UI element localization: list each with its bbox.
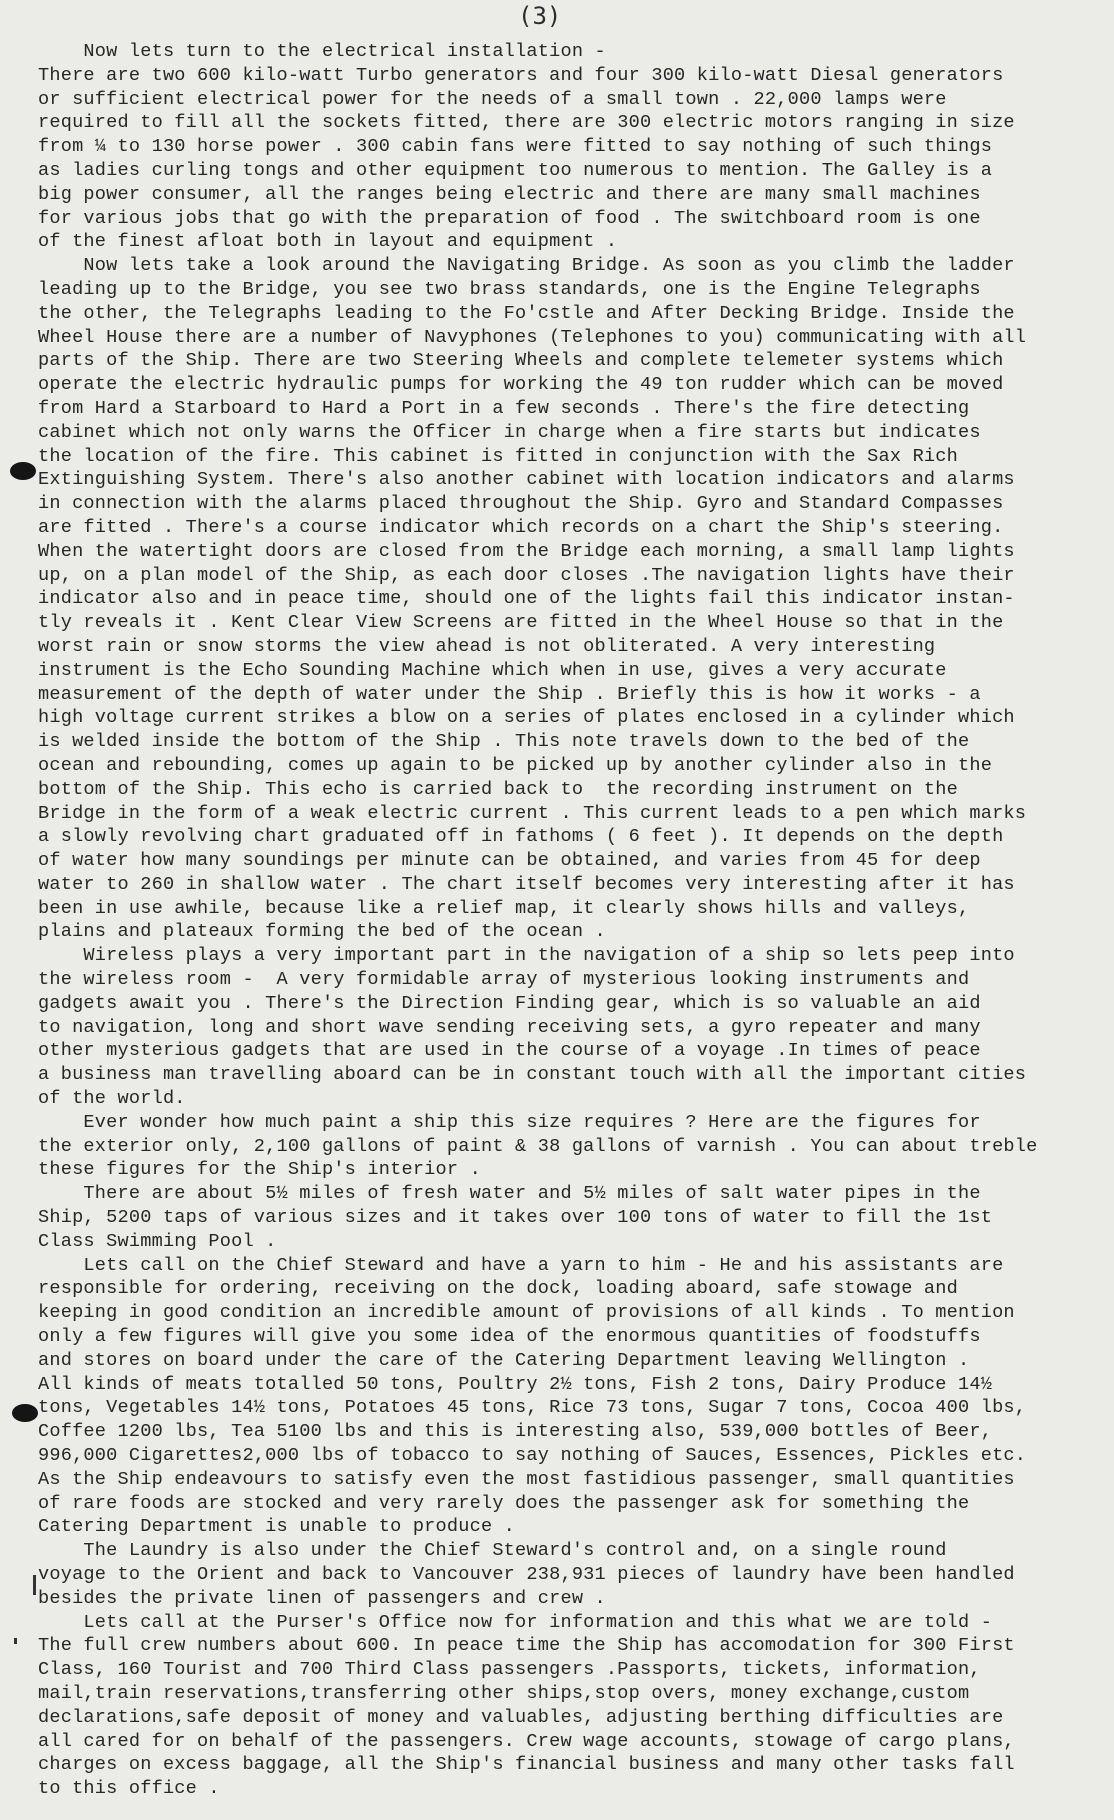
text-line: ocean and rebounding, comes up again to be picked up by another cylinder also in the [38, 754, 993, 776]
text-line: required to fill all the sockets fitted, there are 300 electric motors ranging in size [38, 112, 1015, 134]
text-line: big power consumer, all the ranges being electric and there are many small machines [38, 183, 981, 205]
text-line: to this office . [38, 1778, 220, 1800]
text-line: a business man travelling aboard can be in constant touch with all the important cities [38, 1064, 1027, 1086]
text-line: of the world. [38, 1088, 186, 1110]
text-line: of rare foods are stocked and very rarely does the passenger ask for something the [38, 1492, 970, 1514]
text-line: All kinds of meats totalled 50 tons, Poultry 2½ tons, Fish 2 tons, Dairy Produce 14½ [38, 1373, 993, 1395]
text-line: high voltage current strikes a blow on a series of plates enclosed in a cylinder which [38, 707, 1015, 729]
text-line: mail,train reservations,transferring other ships,stop overs, money exchange,custom [38, 1682, 970, 1704]
text-line: worst rain or snow storms the view ahead is not obliterated. A very interesting [38, 635, 936, 657]
text-line: instrument is the Echo Sounding Machine which when in use, gives a very accurate [38, 659, 947, 681]
text-line: or sufficient electrical power for the needs of a small town . 22,000 lamps were [38, 88, 947, 110]
text-line: these figures for the Ship's interior . [38, 1159, 481, 1181]
text-line: Lets call at the Purser's Office now for information and this what we are told - [38, 1611, 993, 1633]
text-line: declarations,safe deposit of money and valuables, adjusting berthing difficulties are [38, 1706, 1004, 1728]
text-line: keeping in good condition an incredible amount of provisions of all kinds . To mention [38, 1302, 1015, 1324]
text-line: operate the electric hydraulic pumps for working the 49 ton rudder which can be moved [38, 374, 1004, 396]
text-line: and stores on board under the care of the Catering Department leaving Wellington . [38, 1349, 970, 1371]
page-number: (3) [518, 2, 562, 30]
text-line: from ¼ to 130 horse power . 300 cabin fans were fitted to say nothing of such things [38, 136, 993, 158]
text-line: a slowly revolving chart graduated off in fathoms ( 6 feet ). It depends on the depth [38, 826, 1004, 848]
text-line: the wireless room - A very formidable array of mysterious looking instruments and [38, 969, 970, 991]
text-line: Now lets take a look around the Navigating Bridge. As soon as you climb the ladder [38, 255, 1015, 277]
text-line: as ladies curling tongs and other equipment too numerous to mention. The Galley is a [38, 159, 993, 181]
text-line: of the finest afloat both in layout and equipment . [38, 231, 618, 253]
text-line: 996,000 Cigarettes2,000 lbs of tobacco to say nothing of Sauces, Essences, Pickles etc. [38, 1445, 1027, 1467]
text-line: bottom of the Ship. This echo is carried back to the recording instrument on the [38, 778, 959, 800]
text-line: indicator also and in peace time, should one of the lights fail this indicator instan- [38, 588, 1015, 610]
punch-hole [12, 1404, 38, 1422]
margin-mark [33, 1575, 36, 1595]
text-line: Coffee 1200 lbs, Tea 5100 lbs and this is interesting also, 539,000 bottles of Beer, [38, 1421, 993, 1443]
text-line: in connection with the alarms placed throughout the Ship. Gyro and Standard Compasses [38, 493, 1004, 515]
typed-body-text [38, 40, 1088, 1801]
text-line: is welded inside the bottom of the Ship . This note travels down to the bed of the [38, 731, 970, 753]
text-line: tons, Vegetables 14½ tons, Potatoes 45 tons, Rice 73 tons, Sugar 7 tons, Cocoa 400 lbs, [38, 1397, 1027, 1419]
text-line: all cared for on behalf of the passengers. Crew wage accounts, stowage of cargo plans, [38, 1730, 1015, 1752]
text-line: There are two 600 kilo-watt Turbo generators and four 300 kilo-watt Diesal generators [38, 64, 1004, 86]
text-line: up, on a plan model of the Ship, as each door closes .The navigation lights have their [38, 564, 1015, 586]
text-line: The Laundry is also under the Chief Steward's control and, on a single round [38, 1540, 947, 1562]
text-line: As the Ship endeavours to satisfy even the most fastidious passenger, small quantities [38, 1468, 1015, 1490]
text-line: Ship, 5200 taps of various sizes and it takes over 100 tons of water to fill the 1st [38, 1207, 993, 1229]
text-line: been in use awhile, because like a relief map, it clearly shows hills and valleys, [38, 897, 970, 919]
text-line: There are about 5½ miles of fresh water and 5½ miles of salt water pipes in the [38, 1183, 981, 1205]
text-line: responsible for ordering, receiving on the dock, loading aboard, safe stowage and [38, 1278, 959, 1300]
text-line: besides the private linen of passengers and crew . [38, 1587, 606, 1609]
text-line: gadgets await you . There's the Direction Finding gear, which is so valuable an aid [38, 992, 981, 1014]
text-line: Now lets turn to the electrical installation - [38, 41, 606, 62]
text-line: from Hard a Starboard to Hard a Port in a few seconds . There's the fire detecting [38, 397, 970, 419]
text-line: voyage to the Orient and back to Vancouver 238,931 pieces of laundry have been handled [38, 1564, 1015, 1585]
text-line: The full crew numbers about 600. In peace time the Ship has accomodation for 300 First [38, 1635, 1015, 1657]
text-line: charges on excess baggage, all the Ship's financial business and many other tasks fall [38, 1754, 1015, 1776]
text-line: plains and plateaux forming the bed of the ocean . [38, 921, 606, 943]
text-line: are fitted . There's a course indicator which records on a chart the Ship's steering. [38, 516, 1004, 538]
text-line: water to 260 in shallow water . The chart itself becomes very interesting after it has [38, 873, 1015, 895]
text-line: measurement of the depth of water under the Ship . Briefly this is how it works - a [38, 683, 981, 705]
text-line: leading up to the Bridge, you see two brass standards, one is the Engine Telegraphs [38, 278, 981, 300]
text-line: Ever wonder how much paint a ship this size requires ? Here are the figures for [38, 1111, 981, 1133]
text-line: for various jobs that go with the preparation of food . The switchboard room is one [38, 207, 981, 229]
text-line: parts of the Ship. There are two Steering Wheels and complete telemeter systems which [38, 350, 1004, 372]
margin-mark [14, 1638, 17, 1644]
text-line: Class, 160 Tourist and 700 Third Class passengers .Passports, tickets, information, [38, 1659, 981, 1681]
text-line: cabinet which not only warns the Officer in charge when a fire starts but indicates [38, 421, 981, 443]
text-line: only a few figures will give you some idea of the enormous quantities of foodstuffs [38, 1326, 981, 1348]
text-line: Wireless plays a very important part in the navigation of a ship so lets peep into [38, 945, 1015, 967]
text-line: Catering Department is unable to produce . [38, 1516, 516, 1538]
text-line: tly reveals it . Kent Clear View Screens are fitted in the Wheel House so that in the [38, 612, 1004, 634]
text-line: other mysterious gadgets that are used in the course of a voyage .In times of peace [38, 1040, 981, 1062]
text-line: Extinguishing System. There's also another cabinet with location indicators and alarms [38, 469, 1015, 491]
text-line: the exterior only, 2,100 gallons of paint & 38 gallons of varnish . You can about treble [38, 1135, 1038, 1157]
text-line: When the watertight doors are closed from the Bridge each morning, a small lamp lights [38, 540, 1015, 562]
text-line: to navigation, long and short wave sending receiving sets, a gyro repeater and many [38, 1016, 981, 1038]
text-line: Class Swimming Pool . [38, 1230, 277, 1252]
punch-hole [10, 462, 36, 480]
text-line: the other, the Telegraphs leading to the Fo'cstle and After Decking Bridge. Inside the [38, 302, 1015, 324]
text-line: the location of the fire. This cabinet is fitted in conjunction with the Sax Rich [38, 445, 959, 467]
text-line: Bridge in the form of a weak electric current . This current leads to a pen which marks [38, 802, 1027, 824]
text-line: of water how many soundings per minute can be obtained, and varies from 45 for deep [38, 850, 981, 872]
text-line: Lets call on the Chief Steward and have a yarn to him - He and his assistants are [38, 1254, 1004, 1276]
text-line: Wheel House there are a number of Navyphones (Telephones to you) communicating with all [38, 326, 1027, 348]
